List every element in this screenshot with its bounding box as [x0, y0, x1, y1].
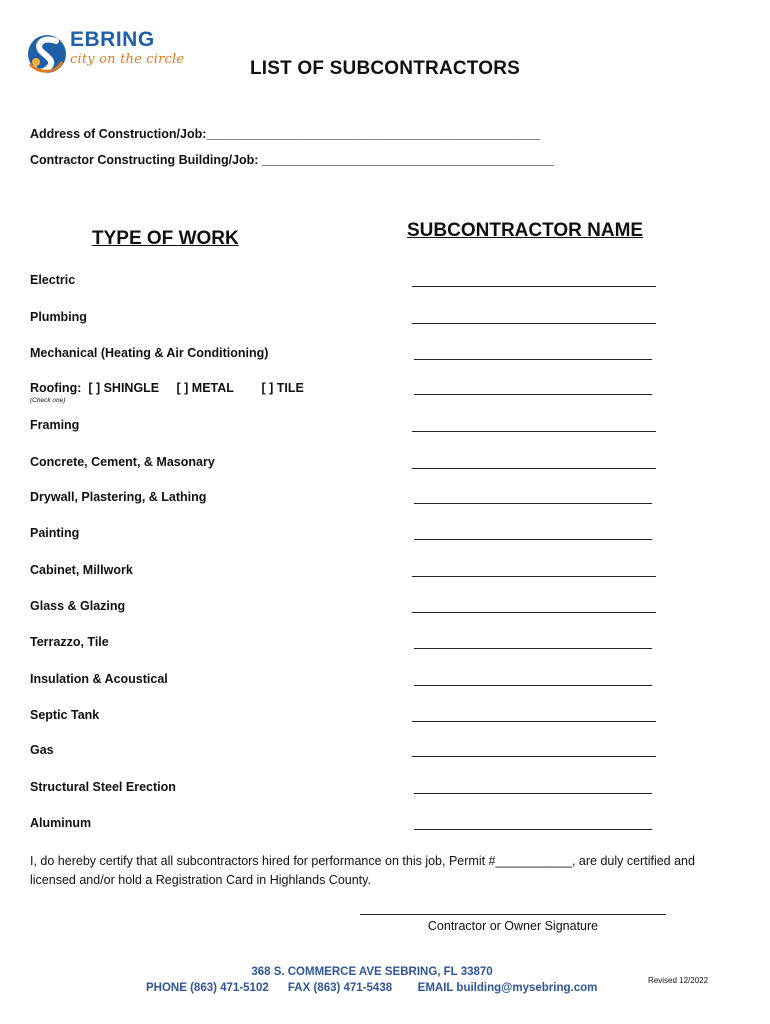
subcontractor-name-line[interactable] — [412, 612, 656, 613]
subcontractor-name-line[interactable] — [412, 756, 656, 757]
work-type-label: Concrete, Cement, & Masonary — [30, 455, 215, 469]
subcontractor-name-line[interactable] — [414, 359, 652, 360]
footer-contact: PHONE (863) 471-5102 FAX (863) 471-5438 EMAIL building@mysebring.com — [146, 982, 598, 994]
subcontractor-name-heading: SUBCONTRACTOR NAME — [407, 220, 644, 241]
subcontractor-name-line[interactable] — [414, 394, 652, 395]
work-type-label: Gas — [30, 743, 54, 757]
work-type-label: Electric — [30, 273, 76, 287]
subcontractor-name-line[interactable] — [414, 539, 652, 540]
row-framing — [30, 418, 660, 438]
page-title: LIST OF SUBCONTRACTORS — [249, 58, 521, 79]
row-gas — [30, 743, 660, 763]
row-steel — [30, 780, 660, 800]
row-septic — [30, 708, 660, 728]
subcontractor-name-line[interactable] — [414, 685, 652, 686]
subcontractor-name-line[interactable] — [414, 503, 652, 504]
work-type-label: Painting — [30, 526, 80, 540]
row-glass — [30, 599, 660, 619]
work-type-label: Septic Tank — [30, 708, 100, 722]
row-roofing — [30, 381, 660, 407]
work-type-label: Cabinet, Millwork — [30, 563, 133, 577]
work-type-label: Structural Steel Erection — [30, 780, 176, 794]
address-field[interactable]: Address of Construction/Job:________________________________________________ — [30, 127, 541, 141]
row-cabinet — [30, 563, 660, 583]
subcontractor-name-line[interactable] — [412, 286, 656, 287]
subcontractor-name-line[interactable] — [412, 576, 656, 577]
row-plumbing — [30, 310, 660, 330]
logo-wordmark: EBRING — [70, 28, 155, 51]
subcontractor-name-line[interactable] — [412, 431, 656, 432]
subcontractor-name-line[interactable] — [414, 829, 652, 830]
row-insulation — [30, 672, 660, 692]
roofing-options[interactable]: Roofing: [ ] SHINGLE [ ] METAL [ ] TILE — [30, 381, 304, 395]
work-type-label: Glass & Glazing — [30, 599, 126, 613]
work-type-label: Drywall, Plastering, & Lathing — [30, 490, 207, 504]
revision-date: Revised 12/2022 — [648, 976, 709, 985]
certification-statement: I, do hereby certify that all subcontractors hired for performance on this job, Permit #___________, are duly certified and licensed and/or hold a Registration Card in Highlands County. — [30, 854, 695, 887]
signature-label: Contractor or Owner Signature — [427, 919, 599, 933]
logo-tagline: city on the circle — [70, 52, 185, 67]
row-electric — [30, 273, 660, 293]
work-type-label: Aluminum — [30, 816, 92, 830]
row-concrete — [30, 455, 660, 475]
work-type-label: Framing — [30, 418, 80, 432]
subcontractor-name-line[interactable] — [414, 648, 652, 649]
row-mechanical — [30, 346, 660, 366]
signature-line[interactable] — [360, 914, 666, 915]
row-terrazzo — [30, 635, 660, 655]
work-type-label: Terrazzo, Tile — [30, 635, 109, 649]
subcontractor-name-line[interactable] — [412, 468, 656, 469]
footer-address: 368 S. COMMERCE AVE SEBRING, FL 33870 — [251, 966, 493, 978]
subcontractor-name-line[interactable] — [414, 793, 652, 794]
row-drywall — [30, 490, 660, 510]
subcontractor-name-line[interactable] — [412, 323, 656, 324]
type-of-work-heading: TYPE OF WORK — [92, 228, 239, 249]
work-type-label: Plumbing — [30, 310, 87, 324]
work-type-label: Mechanical (Heating & Air Conditioning) — [30, 346, 269, 360]
row-aluminum — [30, 816, 660, 836]
roofing-check-note: (Check one) — [30, 397, 66, 404]
contractor-field[interactable]: Contractor Constructing Building/Job: __________________________________________ — [30, 153, 554, 167]
work-type-label: Insulation & Acoustical — [30, 672, 168, 686]
subcontractor-name-line[interactable] — [412, 721, 656, 722]
row-painting — [30, 526, 660, 546]
